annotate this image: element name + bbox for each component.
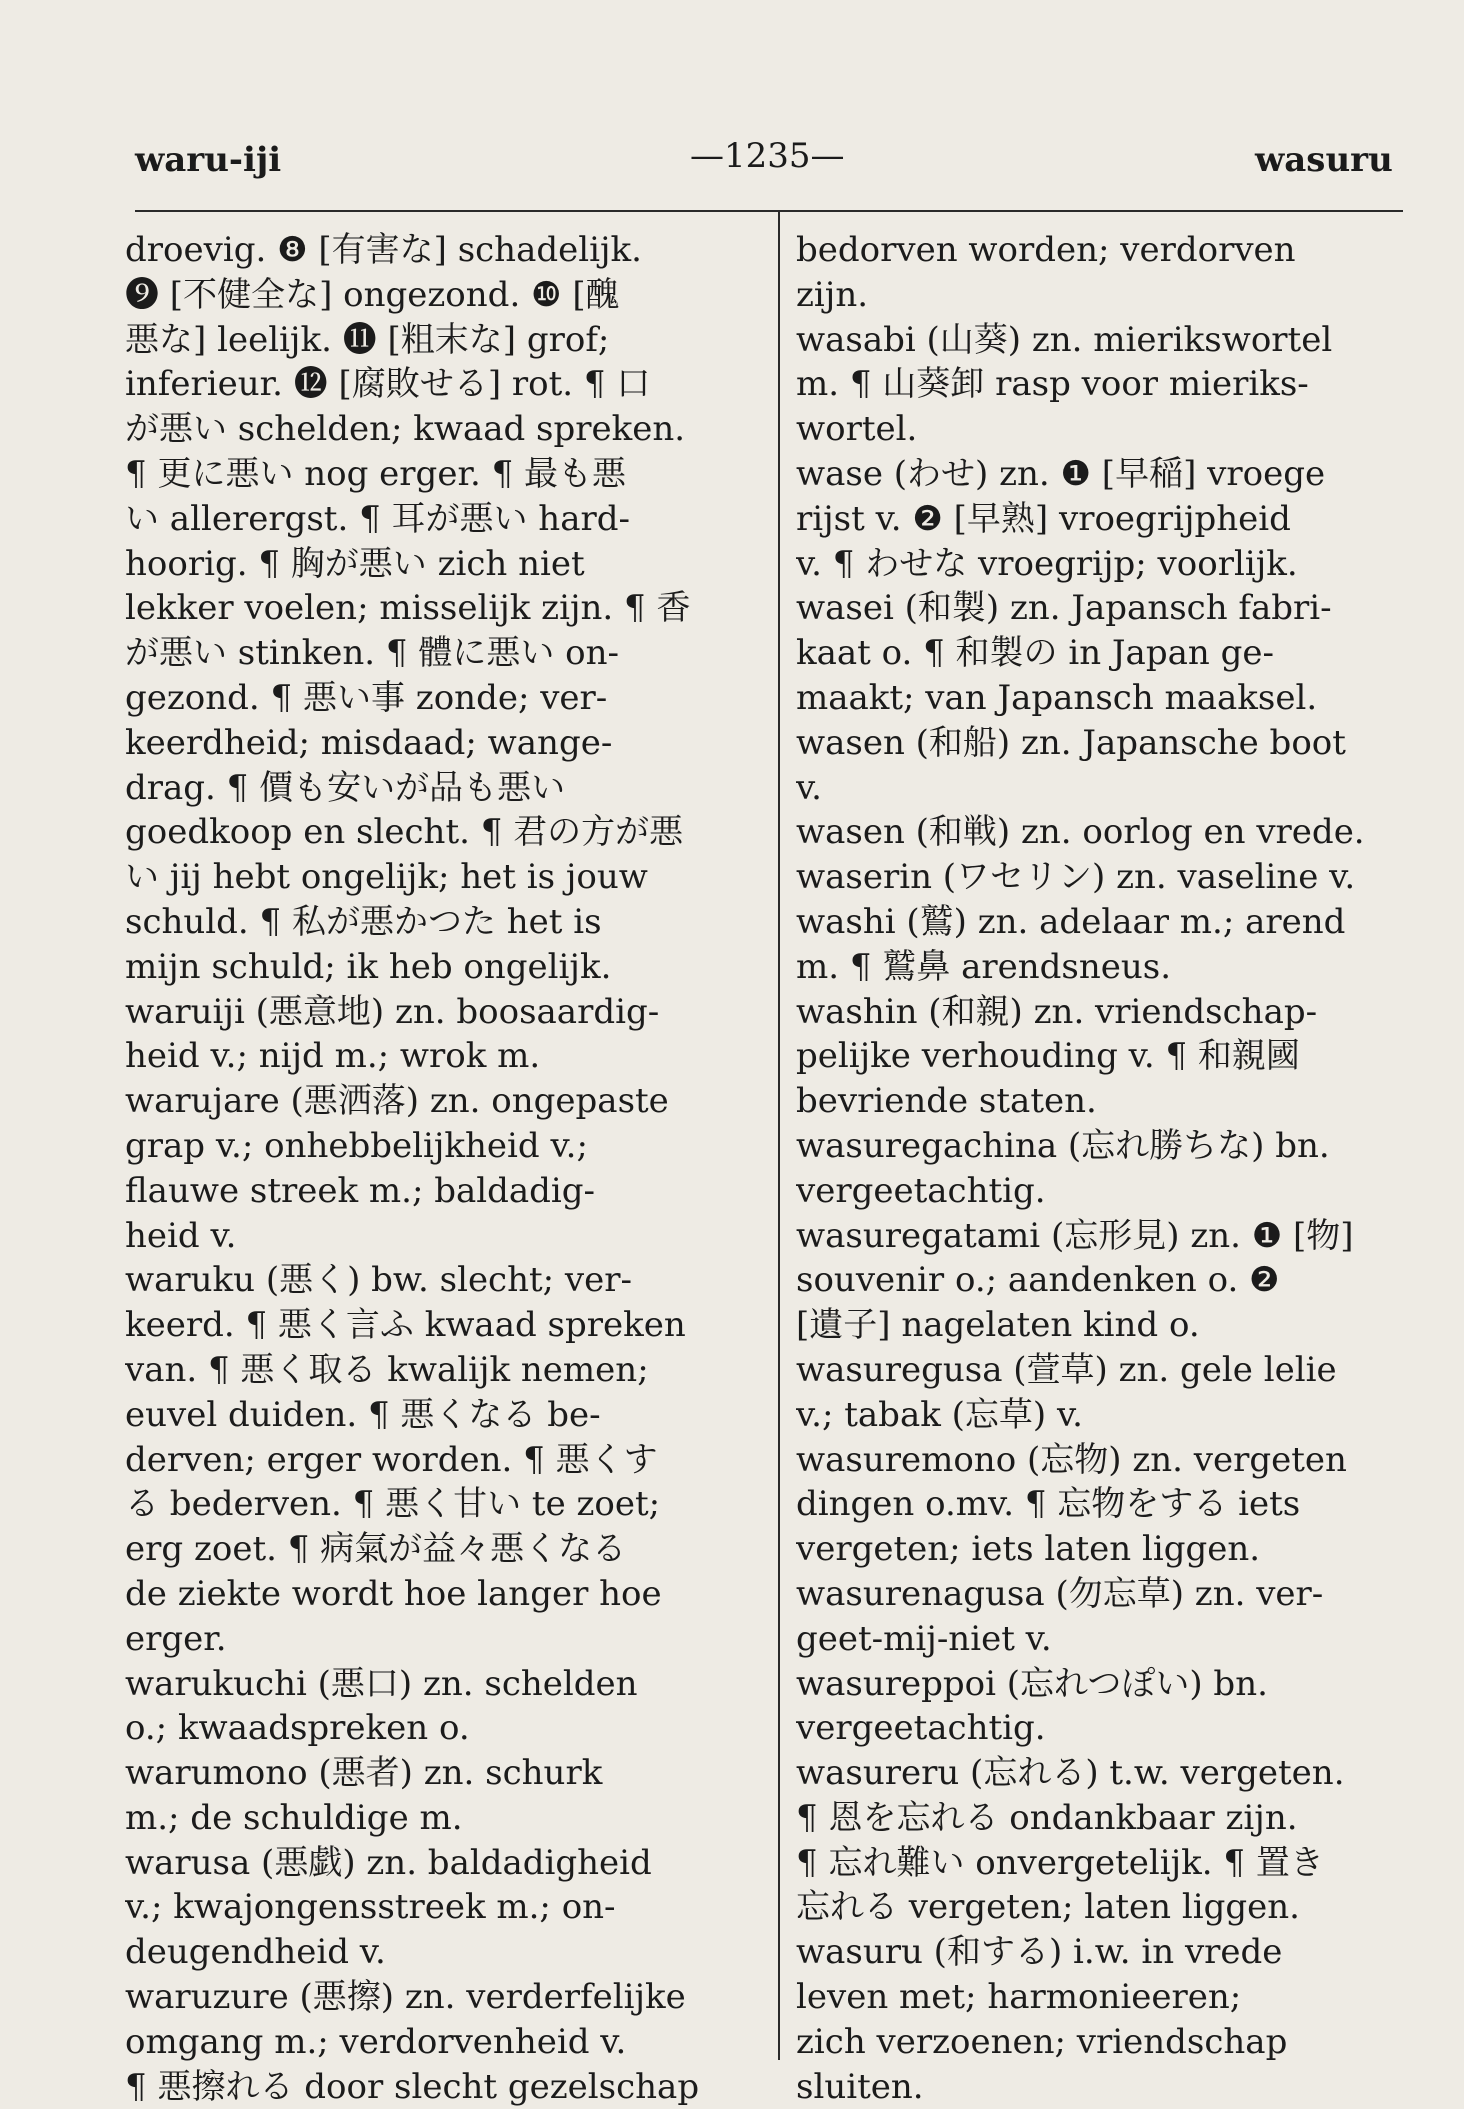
text-line: warusa (悪戯) zn. baldadigheid	[125, 1842, 652, 1883]
text-line: kaat o. ¶ 和製の in Japan ge-	[796, 633, 1274, 674]
text-line: wasuregatami (忘形見) zn. ❶ [物]	[796, 1215, 1354, 1256]
text-line: rijst v. ❷ [早熟] vroegrijpheid	[796, 498, 1291, 539]
text-line: wasurenagusa (勿忘草) zn. ver-	[796, 1573, 1324, 1614]
text-line: vergeten; iets laten liggen.	[796, 1529, 1261, 1570]
text-line: い allerergst. ¶ 耳が悪い hard-	[125, 498, 630, 539]
text-line: pelijke verhouding v. ¶ 和親國	[796, 1036, 1300, 1077]
text-line: v.; tabak (忘草) v.	[796, 1394, 1083, 1435]
text-line: wasabi (山葵) zn. mierikswortel	[796, 319, 1333, 360]
text-line: omgang m.; verdorvenheid v.	[125, 2021, 627, 2062]
text-line: wasureppoi (忘れつぽい) bn.	[796, 1663, 1268, 1704]
text-line: wasuregusa (萱草) zn. gele lelie	[796, 1349, 1337, 1390]
text-line: wasuremono (忘物) zn. vergeten	[796, 1439, 1347, 1480]
text-line: schuld. ¶ 私が悪かつた het is	[125, 901, 602, 942]
text-line: wortel.	[796, 409, 918, 450]
text-line: gezond. ¶ 悪い事 zonde; ver-	[125, 677, 608, 718]
text-line: derven; erger worden. ¶ 悪くす	[125, 1439, 658, 1480]
running-head-right: wasuru	[1255, 140, 1393, 180]
text-line: 忘れる vergeten; laten liggen.	[796, 1887, 1300, 1928]
text-line: wasei (和製) zn. Japansch fabri-	[796, 588, 1332, 629]
text-line: deugendheid v.	[125, 1932, 386, 1973]
header-rule	[135, 210, 1403, 212]
text-line: waruiji (悪意地) zn. boosaardig-	[125, 991, 660, 1032]
text-line: ❾ [不健全な] ongezond. ❿ [醜	[125, 274, 620, 315]
text-line: grap v.; onhebbelijkheid v.;	[125, 1125, 588, 1166]
text-line: vergeetachtig.	[796, 1708, 1046, 1749]
running-head-left: waru-iji	[135, 140, 282, 180]
text-line: warujare (悪洒落) zn. ongepaste	[125, 1081, 669, 1122]
text-line: wasuregachina (忘れ勝ちな) bn.	[796, 1125, 1330, 1166]
text-line: vergeetachtig.	[796, 1170, 1046, 1211]
text-line: い jij hebt ongelijk; het is jouw	[125, 857, 648, 898]
text-line: ¶ 更に悪い nog erger. ¶ 最も悪	[125, 453, 627, 494]
text-line: lekker voelen; misselijk zijn. ¶ 香	[125, 588, 691, 629]
text-line: る bederven. ¶ 悪く甘い te zoet;	[125, 1484, 661, 1525]
text-line: erger.	[125, 1618, 227, 1659]
text-line: wasureru (忘れる) t.w. vergeten.	[796, 1753, 1345, 1794]
text-line: o.; kwaadspreken o.	[125, 1708, 470, 1749]
text-line: sluiten.	[796, 2066, 924, 2107]
text-line: v. ¶ わせな vroegrijp; voorlijk.	[796, 543, 1298, 584]
text-line: hoorig. ¶ 胸が悪い zich niet	[125, 543, 585, 584]
text-line: m. ¶ 鷲鼻 arendsneus.	[796, 946, 1172, 987]
text-line: de ziekte wordt hoe langer hoe	[125, 1573, 662, 1614]
text-line: ¶ 悪擦れる door slecht gezelschap	[125, 2066, 700, 2107]
text-line: drag. ¶ 價も安いが品も悪い	[125, 767, 566, 808]
text-line: wase (わせ) zn. ❶ [早稲] vroege	[796, 453, 1326, 494]
text-line: goedkoop en slecht. ¶ 君の方が悪	[125, 812, 684, 853]
text-line: waserin (ワセリン) zn. vaseline v.	[796, 857, 1356, 898]
page-number: —1235—	[690, 136, 845, 176]
text-line: warukuchi (悪口) zn. schelden	[125, 1663, 638, 1704]
left-column	[125, 228, 765, 2109]
text-line: m.; de schuldige m.	[125, 1797, 463, 1838]
text-line: euvel duiden. ¶ 悪くなる be-	[125, 1394, 601, 1435]
text-line: warumono (悪者) zn. schurk	[125, 1753, 603, 1794]
text-line: 悪な] leelijk. ⓫ [粗末な] grof;	[125, 319, 610, 360]
text-line: bedorven worden; verdorven	[796, 230, 1296, 270]
text-line: heid v.	[125, 1215, 237, 1256]
text-line: keerd. ¶ 悪く言ふ kwaad spreken	[125, 1305, 686, 1346]
text-line: m. ¶ 山葵卸 rasp voor mieriks-	[796, 364, 1309, 405]
text-line: が悪い stinken. ¶ 體に悪い on-	[125, 633, 620, 674]
text-line: leven met; harmonieeren;	[796, 1977, 1242, 2018]
text-line: keerdheid; misdaad; wange-	[125, 722, 613, 763]
text-line: ¶ 恩を忘れる ondankbaar zijn.	[796, 1797, 1298, 1838]
text-line: inferieur. ⓬ [腐敗せる] rot. ¶ 口	[125, 364, 651, 405]
text-line: washin (和親) zn. vriendschap-	[796, 991, 1318, 1032]
text-line: flauwe streek m.; baldadig-	[125, 1170, 596, 1211]
right-column	[796, 228, 1416, 2109]
text-line: heid v.; nijd m.; wrok m.	[125, 1036, 541, 1077]
text-line: dingen o.mv. ¶ 忘物をする iets	[796, 1484, 1301, 1525]
text-line: souvenir o.; aandenken o. ❷	[796, 1260, 1280, 1301]
text-line: v.	[796, 767, 822, 808]
text-line: erg zoet. ¶ 病氣が益々悪くなる	[125, 1529, 627, 1570]
text-line: washi (鷲) zn. adelaar m.; arend	[796, 901, 1346, 942]
text-line: [遺子] nagelaten kind o.	[796, 1305, 1200, 1346]
text-line: wasen (和船) zn. Japansche boot	[796, 722, 1346, 763]
text-line: ¶ 忘れ難い onvergetelijk. ¶ 置き	[796, 1842, 1324, 1883]
text-line: van. ¶ 悪く取る kwalijk nemen;	[125, 1349, 649, 1390]
text-line: bevriende staten.	[796, 1081, 1097, 1122]
text-line: waruzure (悪擦) zn. verderfelijke	[125, 1977, 686, 2018]
text-line: が悪い schelden; kwaad spreken.	[125, 409, 686, 450]
text-line: wasen (和戦) zn. oorlog en vrede.	[796, 812, 1365, 853]
text-line: waruku (悪く) bw. slecht; ver-	[125, 1260, 632, 1301]
text-line: droevig. ❽ [有害な] schadelijk.	[125, 230, 642, 270]
text-line: maakt; van Japansch maaksel.	[796, 677, 1318, 718]
text-line: zich verzoenen; vriendschap	[796, 2021, 1288, 2062]
text-line: v.; kwajongensstreek m.; on-	[125, 1887, 616, 1928]
text-line: zijn.	[796, 274, 869, 315]
text-line: mijn schuld; ik heb ongelijk.	[125, 946, 612, 987]
text-line: geet-mij-niet v.	[796, 1618, 1052, 1659]
column-divider	[778, 210, 780, 2060]
text-line: wasuru (和する) i.w. in vrede	[796, 1932, 1283, 1973]
